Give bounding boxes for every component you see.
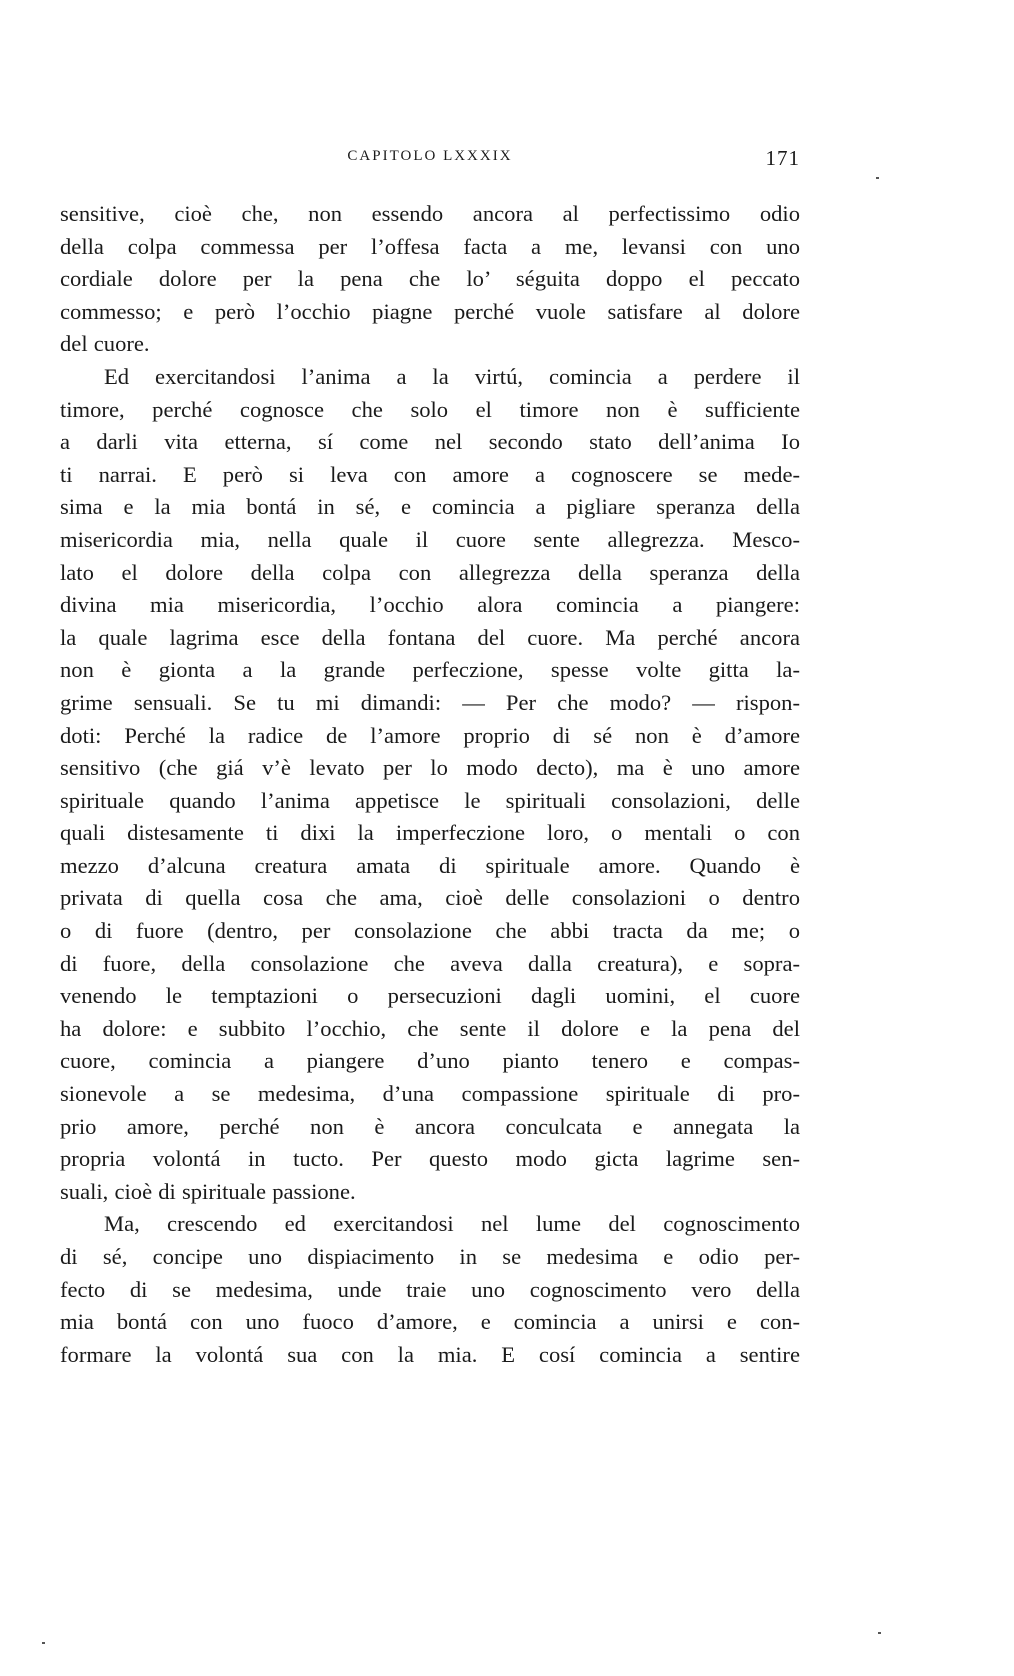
text-line: sima e la mia bontá in sé, e comincia a pigliare speranza della bbox=[60, 494, 800, 520]
text-line: prio amore, perché non è ancora conculcata e annegata la bbox=[60, 1113, 800, 1139]
chapter-title: CAPITOLO LXXXIX bbox=[347, 148, 513, 164]
text-line: sensitivo (che giá v’è levato per lo modo decto), ma è uno amore bbox=[60, 755, 800, 781]
body-text bbox=[60, 198, 800, 1371]
text-line: della colpa commessa per l’offesa facta a me, levansi con uno bbox=[60, 233, 800, 259]
text-line: quali distesamente ti dixi la imperfeczione loro, o mentali o con bbox=[60, 820, 800, 846]
text-line: grime sensuali. Se tu mi dimandi: — Per che modo? — rispon- bbox=[60, 689, 800, 715]
text-line: mezzo d’alcuna creatura amata di spirituale amore. Quando è bbox=[60, 852, 800, 878]
text-line: doti: Perché la radice de l’amore proprio di sé non è d’amore bbox=[60, 722, 800, 748]
text-line: ti narrai. E però si leva con amore a cognoscere se mede- bbox=[60, 461, 800, 487]
text-line: Ma, crescendo ed exercitandosi nel lume del cognoscimento bbox=[104, 1211, 800, 1237]
text-line: sensitive, cioè che, non essendo ancora al perfectissimo odio bbox=[60, 201, 800, 226]
text-line: fecto di se medesima, unde traie uno cognoscimento vero della bbox=[60, 1276, 800, 1302]
scan-speck bbox=[878, 1632, 881, 1634]
paragraph bbox=[60, 198, 800, 361]
text-line: di sé, concipe uno dispiacimento in se medesima e odio per- bbox=[60, 1244, 800, 1269]
text-line: a darli vita etterna, sí come nel secondo stato dell’anima Io bbox=[60, 429, 800, 455]
text-line: propria volontá in tucto. Per questo modo gicta lagrime sen- bbox=[60, 1146, 800, 1172]
text-line: privata di quella cosa che ama, cioè delle consolazioni o dentro bbox=[60, 885, 800, 911]
text-line: commesso; e però l’occhio piagne perché vuole satisfare al dolore bbox=[60, 298, 800, 324]
text-line: venendo le temptazioni o persecuzioni dagli uomini, el cuore bbox=[60, 983, 800, 1009]
scan-speck bbox=[876, 177, 879, 179]
running-head bbox=[60, 146, 800, 170]
paragraph bbox=[60, 361, 800, 1208]
scan-speck bbox=[42, 1642, 45, 1644]
paragraph bbox=[60, 1208, 800, 1371]
text-line: divina mia misericordia, l’occhio alora comincia a piangere: bbox=[60, 592, 800, 618]
text-line: non è gionta a la grande perfeczione, spesse volte gitta la- bbox=[60, 657, 800, 683]
text-line: la quale lagrima esce della fontana del cuore. Ma perché ancora bbox=[60, 624, 800, 650]
text-line: sionevole a se medesima, d’una compassione spirituale di pro- bbox=[60, 1081, 800, 1107]
text-line: del cuore. bbox=[60, 331, 150, 357]
text-line: di fuore, della consolazione che aveva dalla creatura), e sopra- bbox=[60, 950, 800, 976]
text-line: suali, cioè di spirituale passione. bbox=[60, 1178, 356, 1204]
text-line: timore, perché cognosce che solo el timore non è sufficiente bbox=[60, 396, 800, 422]
page-number: 171 bbox=[765, 146, 800, 170]
text-line: Ed exercitandosi l’anima a la virtú, comincia a perdere il bbox=[104, 363, 800, 389]
text-line: misericordia mia, nella quale il cuore sente allegrezza. Mesco- bbox=[60, 526, 800, 552]
text-line: o di fuore (dentro, per consolazione che abbi tracta da me; o bbox=[60, 918, 800, 944]
text-line: cordiale dolore per la pena che lo’ séguita doppo el peccato bbox=[60, 266, 800, 292]
text-line: spirituale quando l’anima appetisce le spirituali consolazioni, delle bbox=[60, 787, 800, 813]
text-line: lato el dolore della colpa con allegrezza della speranza della bbox=[60, 559, 800, 585]
text-line: ha dolore: e subbito l’occhio, che sente il dolore e la pena del bbox=[60, 1015, 800, 1041]
text-line: mia bontá con uno fuoco d’amore, e comincia a unirsi e con- bbox=[60, 1309, 800, 1335]
text-line: formare la volontá sua con la mia. E cosí comincia a sentire bbox=[60, 1341, 800, 1367]
text-line: cuore, comincia a piangere d’uno pianto tenero e compas- bbox=[60, 1048, 800, 1074]
